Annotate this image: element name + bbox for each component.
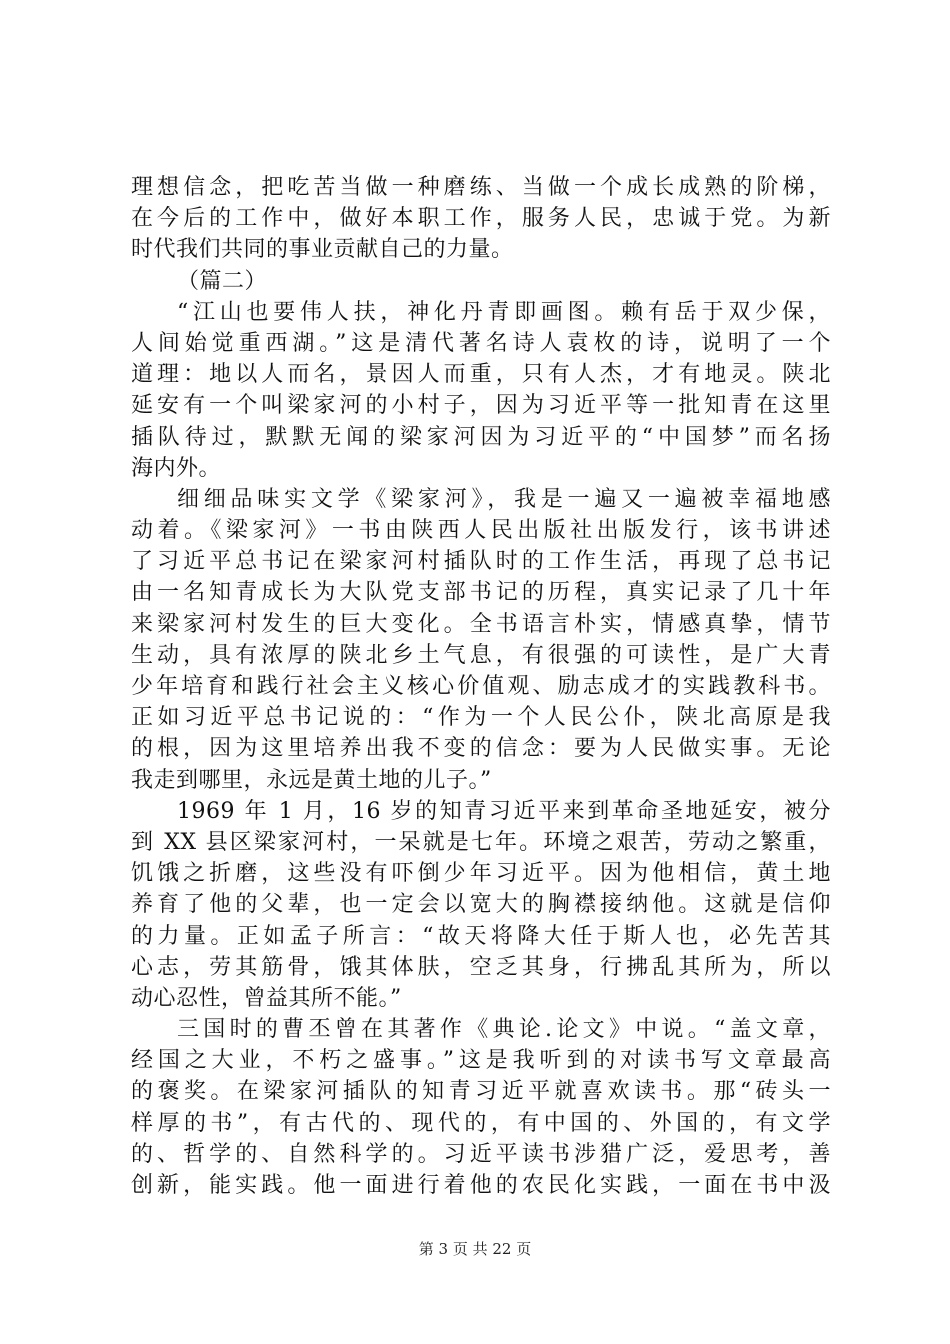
text-line: 样厚的书”，有古代的、现代的，有中国的、外国的，有文学 <box>131 1110 831 1136</box>
text-line: 少年培育和践行社会主义核心价值观、励志成才的实践教科书。 <box>131 674 831 699</box>
text-line: 来梁家河村发生的巨大变化。全书语言朴实，情感真挚，情节 <box>131 611 831 637</box>
section-heading: （篇二） <box>177 268 268 294</box>
text-line: 的、哲学的、自然科学的。习近平读书涉猎广泛，爱思考，善 <box>131 1141 831 1167</box>
text-line: 的力量。正如孟子所言：“故天将降大任于斯人也，必先苦其 <box>131 923 831 949</box>
text-line: 动着。《梁家河》一书由陕西人民出版社出版发行，该书讲述 <box>131 518 831 544</box>
text-line: 经国之大业，不朽之盛事。”这是我听到的对读书写文章最高 <box>131 1048 831 1074</box>
page-footer: 第 3 页 共 22 页 <box>418 1240 532 1258</box>
text-line: 1969 年 1 月，16 岁的知青习近平来到革命圣地延安，被分 <box>177 798 831 824</box>
text-line: 饥饿之折磨，这些没有吓倒少年习近平。因为他相信，黄土地 <box>131 861 831 887</box>
text-line: 人间始觉重西湖。”这是清代著名诗人袁枚的诗，说明了一个 <box>131 330 831 356</box>
text-line: 的褒奖。在梁家河插队的知青习近平就喜欢读书。那“砖头一 <box>131 1079 831 1105</box>
text-line: 生动，具有浓厚的陕北乡土气息，有很强的可读性，是广大青 <box>131 642 831 668</box>
text-line: 在今后的工作中，做好本职工作，服务人民，忠诚于党。为新 <box>131 206 831 232</box>
text-line: “江山也要伟人扶，神化丹青即画图。赖有岳于双少保， <box>177 299 831 325</box>
text-line: 海内外。 <box>131 455 222 481</box>
text-line: 时代我们共同的事业贡献自己的力量。 <box>131 237 514 263</box>
text-line: 了习近平总书记在梁家河村插队时的工作生活，再现了总书记 <box>131 549 831 575</box>
text-line: 细细品味实文学《梁家河》，我是一遍又一遍被幸福地感 <box>177 486 831 512</box>
text-line: 到 XX 县区梁家河村，一呆就是七年。环境之艰苦，劳动之繁重， <box>131 829 831 855</box>
text-line: 三国时的曹丕曾在其著作《典论.论文》中说。“盖文章， <box>177 1017 831 1043</box>
text-line: 我走到哪里，永远是黄土地的儿子。” <box>131 767 492 793</box>
text-line: 心志，劳其筋骨，饿其体肤，空乏其身，行拂乱其所为，所以 <box>131 954 831 980</box>
text-line: 理想信念，把吃苦当做一种磨练、当做一个成长成熟的阶梯， <box>131 175 831 200</box>
text-line: 道理：地以人而名，景因人而重，只有人杰，才有地灵。陕北 <box>131 362 831 388</box>
text-line: 插队待过，默默无闻的梁家河因为习近平的“中国梦”而名扬 <box>131 424 831 450</box>
text-line: 延安有一个叫梁家河的小村子，因为习近平等一批知青在这里 <box>131 393 831 419</box>
text-line: 动心忍性，曾益其所不能。” <box>131 985 402 1011</box>
text-line: 正如习近平总书记说的：“作为一个人民公仆，陕北高原是我 <box>131 705 831 731</box>
text-line: 养育了他的父辈，也一定会以宽大的胸襟接纳他。这就是信仰 <box>131 892 831 918</box>
text-line: 由一名知青成长为大队党支部书记的历程，真实记录了几十年 <box>131 580 831 606</box>
document-body <box>131 172 831 1201</box>
text-line: 的根，因为这里培养出我不变的信念：要为人民做实事。无论 <box>131 736 831 762</box>
text-line: 创新，能实践。他一面进行着他的农民化实践，一面在书中汲 <box>131 1173 831 1198</box>
